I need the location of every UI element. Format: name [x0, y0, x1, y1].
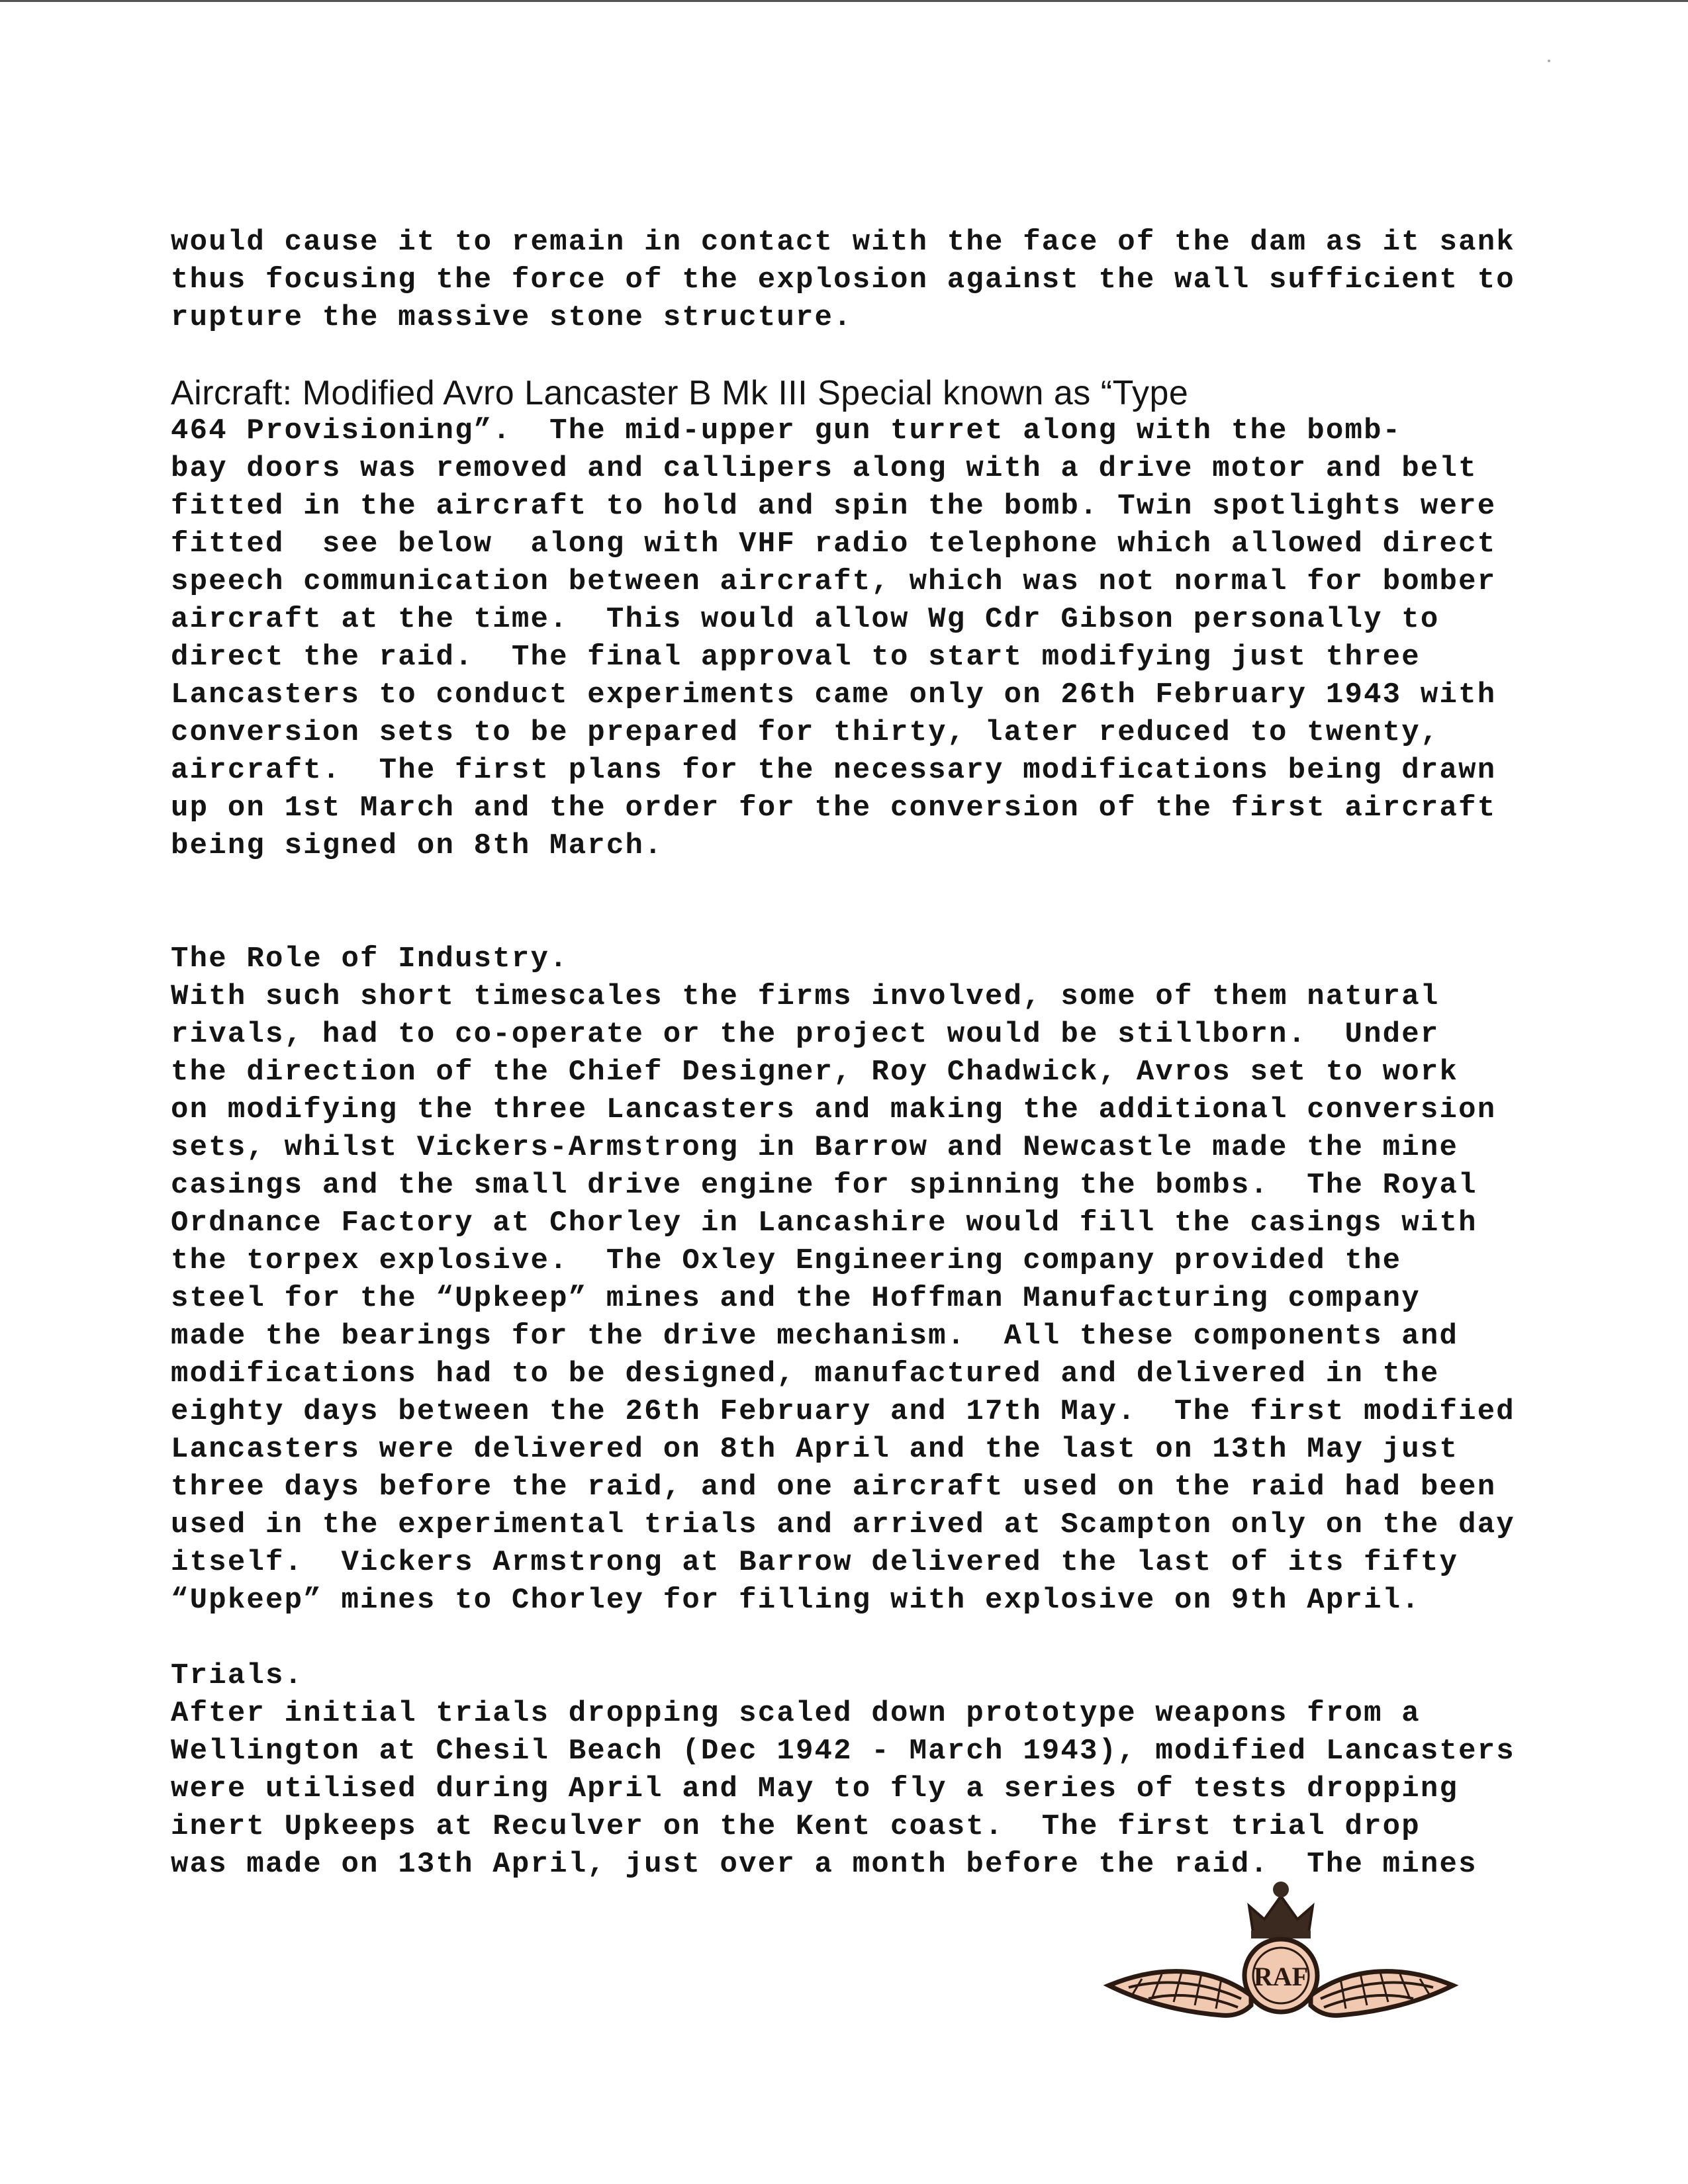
- text-line: direct the raid. The final approval to start modifying just three: [171, 641, 1421, 674]
- text-line: three days before the raid, and one aircraft used on the raid had been: [171, 1471, 1497, 1504]
- industry-heading: The Role of Industry.: [171, 942, 569, 976]
- text-line: aircraft at the time. This would allow Wg Cdr Gibson personally to: [171, 603, 1440, 636]
- text-line: fitted in the aircraft to hold and spin the bomb. Twin spotlights were: [171, 490, 1497, 523]
- text-line: rupture the massive stone structure.: [171, 301, 853, 334]
- aircraft-heading: Aircraft: Modified Avro Lancaster B Mk III Special known as “Type: [171, 374, 1189, 412]
- text-line: modifications had to be designed, manufactured and delivered in the: [171, 1357, 1440, 1390]
- text-line: sets, whilst Vickers-Armstrong in Barrow and Newcastle made the mine: [171, 1131, 1459, 1164]
- text-line: used in the experimental trials and arrived at Scampton only on the day: [171, 1508, 1515, 1541]
- trials-heading: Trials.: [171, 1659, 304, 1692]
- text-line: rivals, had to co-operate or the project would be stillborn. Under: [171, 1018, 1440, 1051]
- text-line: up on 1st March and the order for the conversion of the first aircraft: [171, 792, 1497, 825]
- paragraph-industry: [171, 940, 1515, 1619]
- top-edge-rule: [0, 0, 1688, 2]
- text-line: eighty days between the 26th February and 17th May. The first modified: [171, 1395, 1515, 1428]
- raf-wings-crest-icon: [1102, 1870, 1460, 2048]
- typed-page: [171, 224, 1515, 1884]
- text-line: 464 Provisioning”. The mid-upper gun turret along with the bomb-: [171, 414, 1402, 447]
- paragraph-aircraft: [171, 375, 1495, 865]
- text-line: was made on 13th April, just over a month before the raid. The mines: [171, 1848, 1477, 1881]
- text-line: on modifying the three Lancasters and making the additional conversion: [171, 1093, 1497, 1126]
- text-line: After initial trials dropping scaled down prototype weapons from a: [171, 1697, 1421, 1730]
- paragraph-gap: [171, 337, 1495, 375]
- text-line: Ordnance Factory at Chorley in Lancashire would fill the casings with: [171, 1206, 1477, 1240]
- text-line: Lancasters to conduct experiments came only on 26th February 1943 with: [171, 678, 1497, 711]
- scan-speck: [1548, 60, 1550, 62]
- text-line: casings and the small drive engine for spinning the bombs. The Royal: [171, 1169, 1477, 1202]
- left-wing: [1109, 1972, 1251, 2016]
- text-line: inert Upkeeps at Reculver on the Kent coast. The first trial drop: [171, 1810, 1421, 1843]
- text-line: steel for the “Upkeep” mines and the Hoffman Manufacturing company: [171, 1282, 1421, 1315]
- text-line: were utilised during April and May to fly a series of tests dropping: [171, 1772, 1459, 1805]
- text-line: the direction of the Chief Designer, Roy Chadwick, Avros set to work: [171, 1056, 1459, 1089]
- paragraph-gap: [171, 1619, 1495, 1657]
- text-line: With such short timescales the firms involved, some of them natural: [171, 980, 1440, 1013]
- text-line: conversion sets to be prepared for thirty, later reduced to twenty,: [171, 716, 1440, 749]
- paragraph-gap: [171, 865, 1495, 940]
- text-line: Wellington at Chesil Beach (Dec 1942 - March 1943), modified Lancasters: [171, 1735, 1515, 1768]
- text-line: being signed on 8th March.: [171, 829, 663, 862]
- monogram-wreath: [1244, 1939, 1317, 2012]
- text-line: made the bearings for the drive mechanism. All these components and: [171, 1320, 1459, 1353]
- text-line: Lancasters were delivered on 8th April and the last on 13th May just: [171, 1433, 1459, 1466]
- text-line: speech communication between aircraft, which was not normal for bomber: [171, 565, 1497, 598]
- paragraph-dam-continuation: [171, 224, 1515, 337]
- text-line: fitted see below along with VHF radio telephone which allowed direct: [171, 527, 1497, 561]
- text-line: “Upkeep” mines to Chorley for filling with explosive on 9th April.: [171, 1584, 1421, 1617]
- text-line: thus focusing the force of the explosion against the wall sufficient to: [171, 263, 1515, 296]
- right-wing: [1311, 1972, 1453, 2016]
- text-line: bay doors was removed and callipers along with a drive motor and belt: [171, 452, 1477, 485]
- raf-monogram: RAF: [1253, 1962, 1309, 1991]
- text-line: the torpex explosive. The Oxley Engineering company provided the: [171, 1244, 1402, 1277]
- text-line: aircraft. The first plans for the necessary modifications being drawn: [171, 754, 1497, 787]
- text-line: would cause it to remain in contact with the face of the dam as it sank: [171, 226, 1515, 259]
- crown-icon: [1249, 1882, 1313, 1938]
- text-line: itself. Vickers Armstrong at Barrow delivered the last of its fifty: [171, 1546, 1459, 1579]
- paragraph-trials: [171, 1657, 1515, 1884]
